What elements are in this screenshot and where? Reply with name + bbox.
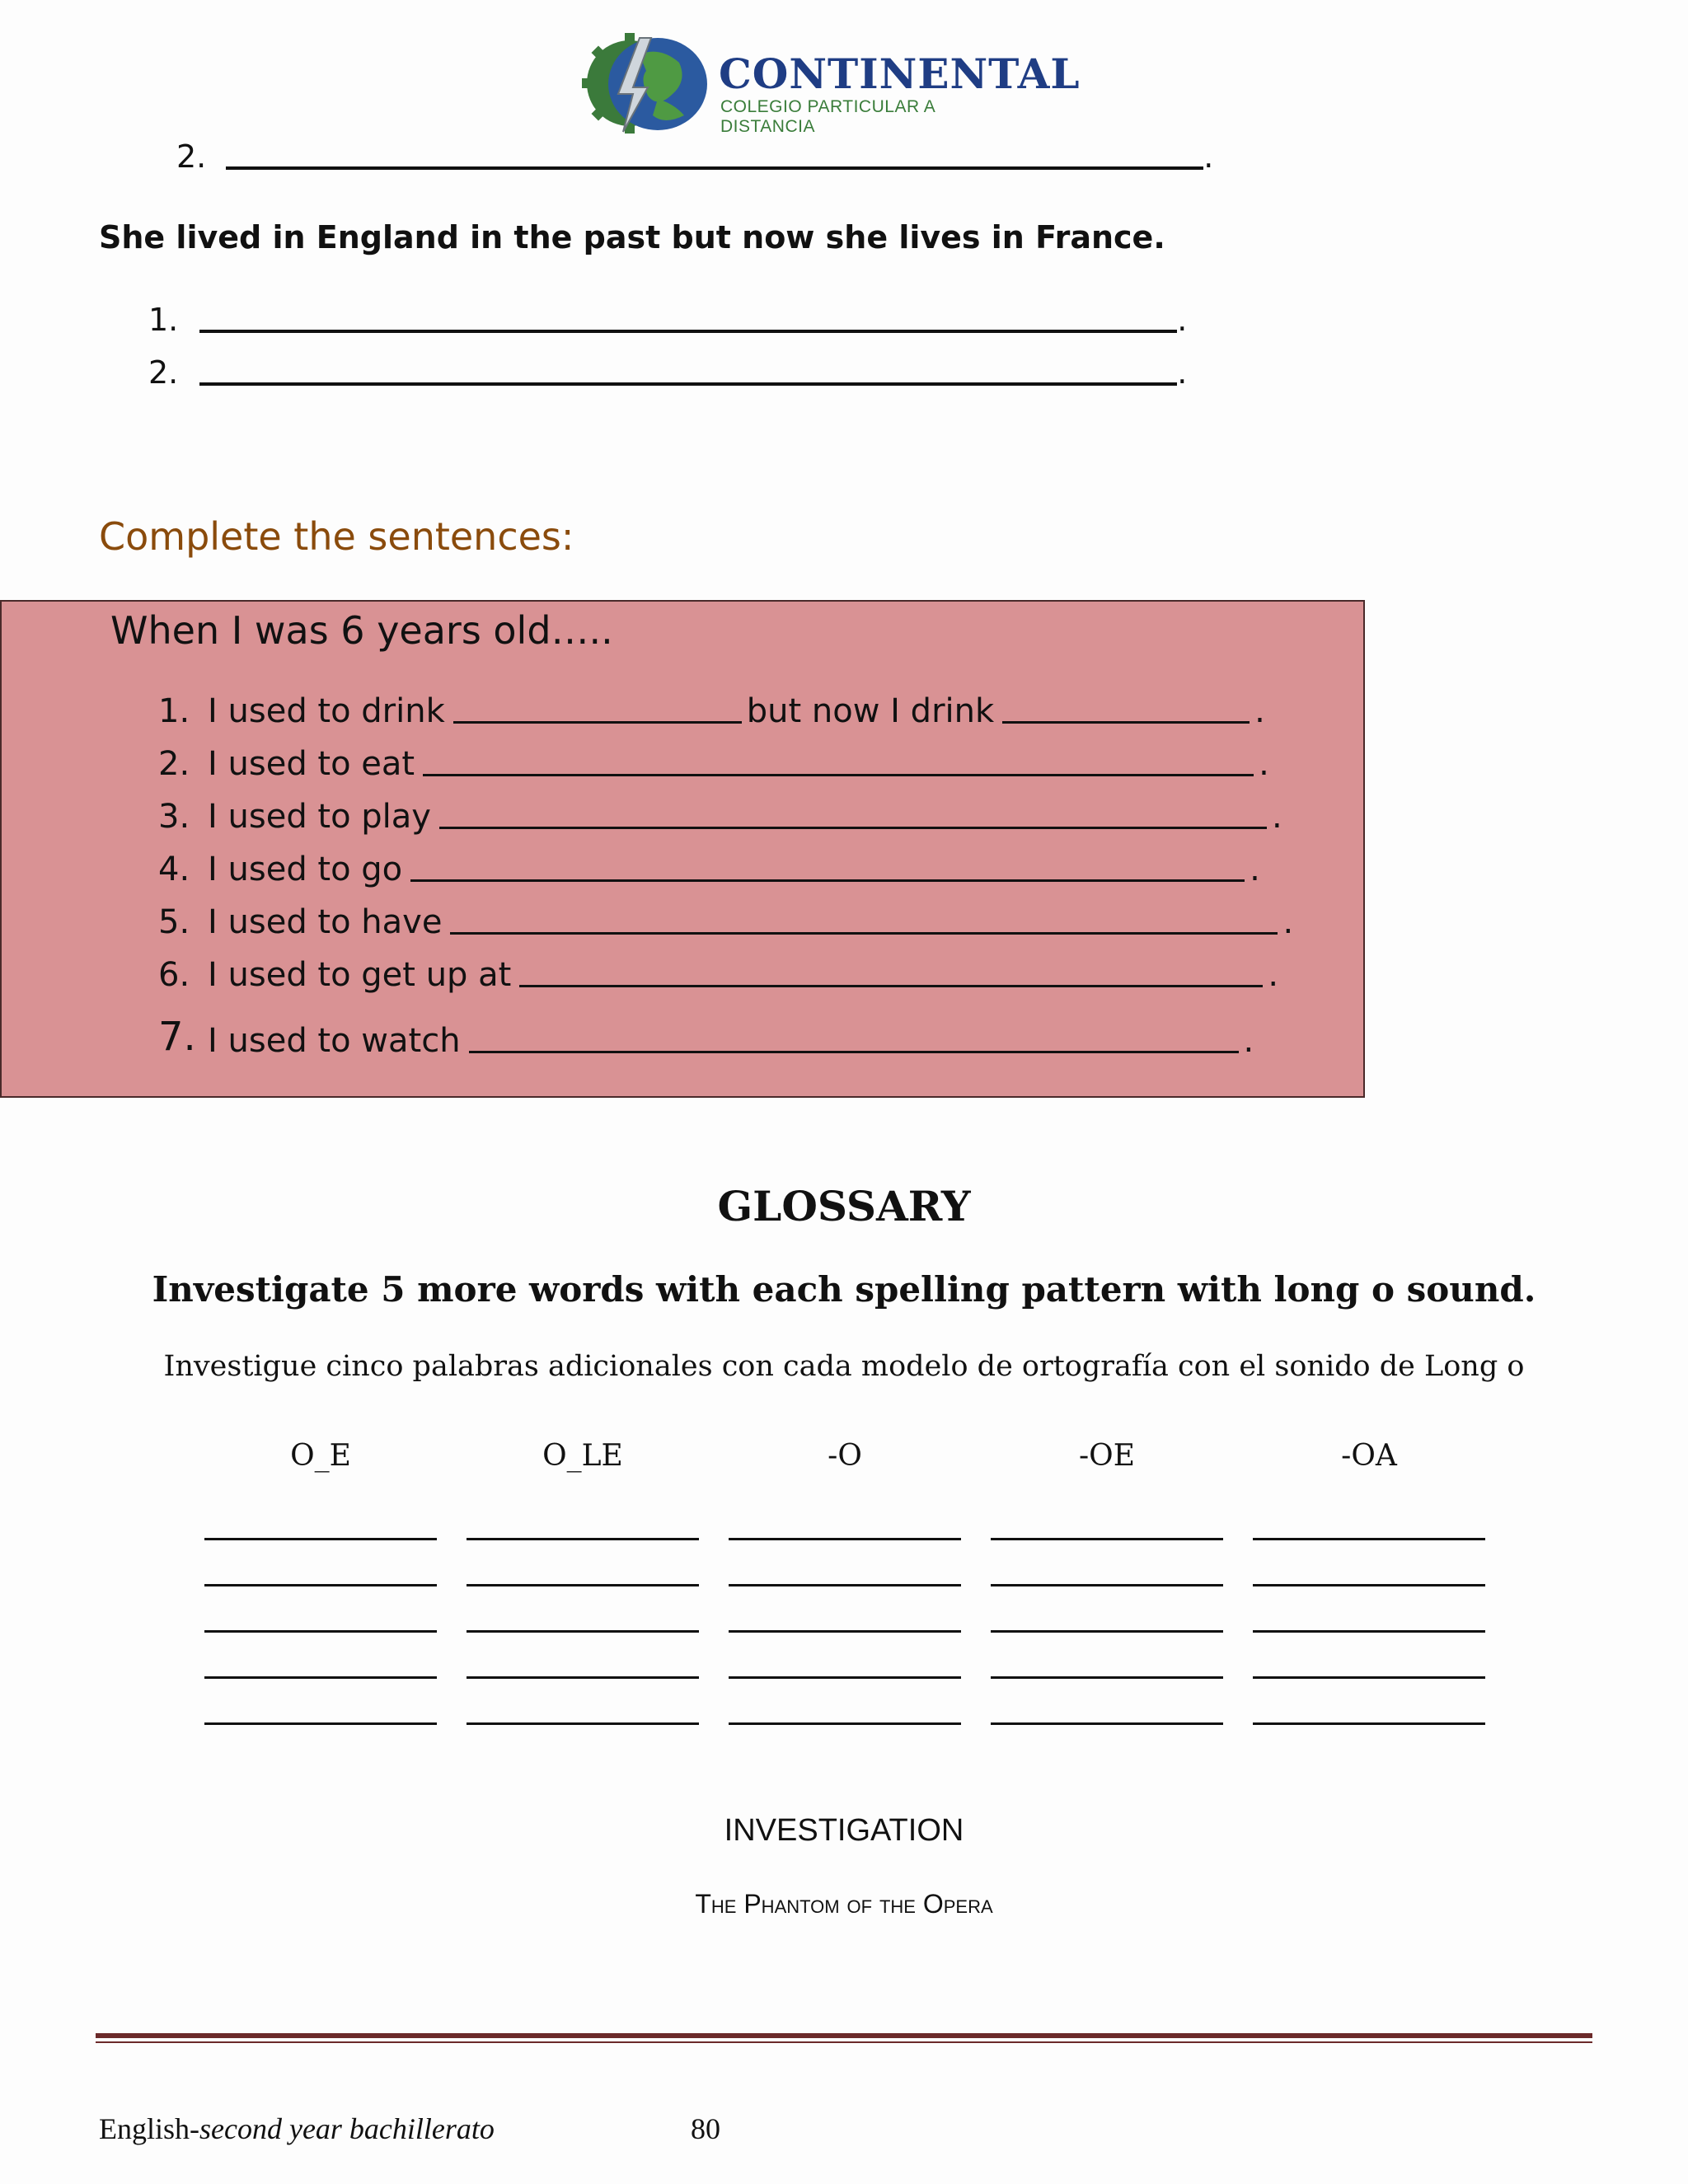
word-answer-line[interactable]: [1253, 1630, 1485, 1633]
answer-line-1: 1. .: [148, 302, 1188, 338]
word-answer-line[interactable]: [204, 1584, 437, 1586]
item-text: I used to get up at: [208, 956, 512, 994]
word-answer-line[interactable]: [991, 1722, 1223, 1725]
footer-rule-thin: [96, 2041, 1592, 2043]
item-number: 2.: [148, 354, 179, 391]
item-number: 7.: [158, 1014, 196, 1060]
word-answer-line[interactable]: [991, 1630, 1223, 1633]
footer-subject: [99, 2111, 495, 2146]
word-answer-line[interactable]: [729, 1584, 961, 1586]
answer-blank[interactable]: [453, 721, 742, 724]
item-number: 6.: [158, 956, 190, 994]
item-text: I used to watch: [208, 1022, 461, 1060]
item-text: I used to have: [208, 903, 443, 941]
investigation-subtitle: The Phantom of the Opera: [695, 1889, 993, 1919]
word-answer-line[interactable]: [1253, 1584, 1485, 1586]
item-text: I used to play: [208, 798, 431, 836]
item-number: 4.: [158, 851, 190, 888]
footer-subject-text: English-: [99, 2112, 199, 2145]
item-number: 1.: [148, 302, 179, 338]
column-header-oe: -OE: [1079, 1439, 1135, 1473]
word-answer-line[interactable]: [1253, 1676, 1485, 1679]
word-answer-line[interactable]: [467, 1676, 699, 1679]
exercise-intro: When I was 6 years old…..: [110, 608, 613, 653]
item-text: I used to drink: [208, 692, 445, 730]
word-answer-line[interactable]: [729, 1722, 961, 1725]
logo-name: CONTINENTAL: [719, 49, 1081, 98]
word-answer-line[interactable]: [729, 1676, 961, 1679]
exercise-item-3: 3. I used to play .: [158, 798, 1282, 836]
word-answer-line[interactable]: [1253, 1538, 1485, 1540]
column-header-o-le: O_LE: [542, 1439, 623, 1473]
word-answer-line[interactable]: [991, 1584, 1223, 1586]
answer-blank[interactable]: [439, 827, 1267, 829]
item-number: 2.: [158, 745, 190, 783]
section-title: Complete the sentences:: [99, 514, 574, 559]
word-answer-line[interactable]: [467, 1584, 699, 1586]
answer-blank[interactable]: [226, 166, 1203, 170]
answer-blank[interactable]: [199, 330, 1177, 333]
word-answer-line[interactable]: [729, 1630, 961, 1633]
exercise-item-5: 5. I used to have .: [158, 903, 1294, 941]
example-sentence: She lived in England in the past but now she lives in France.: [99, 219, 1165, 255]
word-answer-line[interactable]: [467, 1630, 699, 1633]
word-answer-line[interactable]: [991, 1538, 1223, 1540]
glossary-instruction: Investigate 5 more words with each spelling pattern with long o sound.: [152, 1269, 1536, 1310]
glossary-instruction-es: Investigue cinco palabras adicionales con cada modelo de ortografía con el sonido de Long o: [163, 1350, 1525, 1383]
investigation-title: INVESTIGATION: [724, 1813, 964, 1848]
word-answer-line[interactable]: [204, 1676, 437, 1679]
word-answer-line[interactable]: [467, 1722, 699, 1725]
word-answer-line[interactable]: [729, 1538, 961, 1540]
word-answer-line[interactable]: [467, 1538, 699, 1540]
footer-rule: [96, 2033, 1592, 2038]
answer-blank[interactable]: [1002, 721, 1250, 724]
answer-blank[interactable]: [199, 382, 1177, 386]
footer-subject-italic: second year bachillerato: [199, 2112, 495, 2145]
column-header-oa: -OA: [1341, 1439, 1397, 1473]
item-text: I used to go: [208, 851, 403, 888]
answer-blank[interactable]: [423, 774, 1254, 776]
answer-blank[interactable]: [469, 1051, 1239, 1053]
item-text: I used to eat: [208, 745, 415, 783]
item-number: 5.: [158, 903, 190, 941]
glossary-title: GLOSSARY: [717, 1182, 971, 1230]
item-number: 1.: [158, 692, 190, 730]
item-text-mid: but now I drink: [746, 692, 995, 730]
answer-blank[interactable]: [410, 879, 1245, 882]
exercise-item-1: 1. I used to drink but now I drink .: [158, 692, 1265, 730]
page-number: 80: [691, 2112, 720, 2145]
column-header-o-e: O_E: [290, 1439, 351, 1473]
word-answer-line[interactable]: [1253, 1722, 1485, 1725]
answer-blank[interactable]: [519, 985, 1263, 987]
logo-subtitle: COLEGIO PARTICULAR A DISTANCIA: [720, 97, 935, 136]
word-answer-line[interactable]: [204, 1630, 437, 1633]
exercise-item-4: 4. I used to go .: [158, 851, 1260, 888]
item-number: 3.: [158, 798, 190, 836]
answer-line-prev-2: 2. .: [176, 138, 1214, 175]
exercise-item-7: 7. I used to watch .: [158, 1014, 1254, 1060]
school-logo: [582, 30, 1081, 137]
item-number: 2.: [176, 138, 207, 175]
word-answer-line[interactable]: [991, 1676, 1223, 1679]
column-header-o: -O: [828, 1439, 862, 1473]
exercise-item-6: 6. I used to get up at .: [158, 956, 1279, 994]
exercise-item-2: 2. I used to eat .: [158, 745, 1269, 783]
globe-gear-icon: [582, 30, 714, 137]
answer-line-2: 2. .: [148, 354, 1188, 391]
word-answer-line[interactable]: [204, 1722, 437, 1725]
word-answer-line[interactable]: [204, 1538, 437, 1540]
answer-blank[interactable]: [450, 932, 1278, 935]
